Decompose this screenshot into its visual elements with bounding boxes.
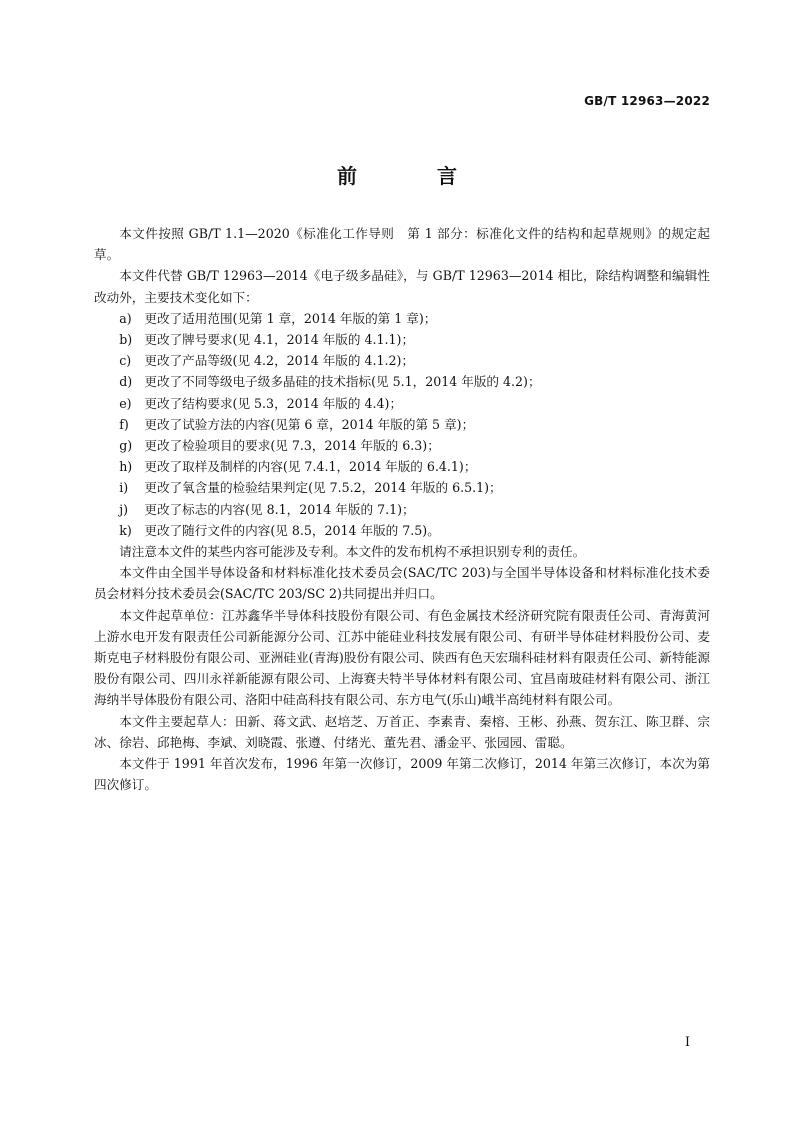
list-item-text: 更改了随行文件的内容(见 8.5，2014 年版的 7.5)。 — [144, 522, 440, 538]
paragraph-proposer: 本文件由全国半导体设备和材料标准化技术委员会(SAC/TC 203)与全国半导体设备和材料标准化技术委员会材料分技术委员会(SAC/TC 203/SC 2)共同提出并归口。 — [94, 565, 710, 602]
list-item — [94, 477, 710, 498]
list-marker: k) — [119, 522, 132, 538]
list-marker: h) — [119, 459, 133, 475]
list-marker: c) — [119, 353, 132, 369]
paragraph-drafters: 本文件主要起草人：田新、蒋文武、赵培芝、万首正、李素青、秦榕、王彬、孙燕、贺东江、陈卫群、宗冰、徐岩、邱艳梅、李斌、刘晓霞、张遵、付绪光、董先君、潘金平、张园园、雷聪。 — [94, 713, 710, 750]
page-number: I — [685, 1034, 690, 1049]
paragraph-drafting-units: 本文件起草单位：江苏鑫华半导体科技股份有限公司、有色金属技术经济研究院有限责任公司、青海黄河上游水电开发有限责任公司新能源分公司、江苏中能硅业科技发展有限公司、有研半导体硅材料股份公司、麦斯克电子材料股份有限公司、亚洲硅业(青海)股份有限公司、陕西有色天宏瑞科硅材料有限责任公司、新特能源股份有限公司、四川永祥新能源有限公司、上海赛夫特半导体材料有限公司、宜昌南玻硅材料有限公司、浙江海纳半导体股份有限公司、洛阳中硅高科技有限公司、东方电气(乐山)峨半高纯材料有限公司。 — [94, 607, 710, 708]
list-item-text: 更改了取样及制样的内容(见 7.4.1，2014 年版的 6.4.1)； — [144, 459, 477, 475]
page-title: 前 言 — [337, 164, 487, 188]
paragraph-drafting-rules: 本文件按照 GB/T 1.1—2020《标准化工作导则 第 1 部分：标准化文件的结构和起草规则》的规定起草。 — [94, 226, 710, 263]
list-item — [94, 456, 710, 477]
list-item — [94, 520, 710, 541]
list-item-text: 更改了试验方法的内容(见第 6 章，2014 年版的第 5 章)； — [144, 416, 475, 432]
list-item-text: 更改了产品等级(见 4.2，2014 年版的 4.1.2)； — [144, 353, 415, 369]
list-marker: f) — [119, 416, 129, 432]
list-marker: i) — [119, 480, 129, 496]
list-marker: b) — [119, 332, 133, 348]
paragraph-patent-notice: 请注意本文件的某些内容可能涉及专利。本文件的发布机构不承担识别专利的责任。 — [119, 544, 586, 560]
document-body — [94, 223, 710, 795]
list-item-text: 更改了不同等级电子级多晶硅的技术指标(见 5.1，2014 年版的 4.2)； — [144, 374, 541, 390]
list-item-text: 更改了牌号要求(见 4.1，2014 年版的 4.1.1)； — [144, 332, 415, 348]
list-item-text: 更改了检验项目的要求(见 7.3，2014 年版的 6.3)； — [144, 438, 440, 454]
list-item — [94, 371, 710, 392]
list-marker: e) — [119, 395, 132, 411]
list-item-text: 更改了氧含量的检验结果判定(见 7.5.2，2014 年版的 6.5.1)； — [144, 480, 502, 496]
paragraph-replacement: 本文件代替 GB/T 12963—2014《电子级多晶硅》，与 GB/T 12963—2014 相比，除结构调整和编辑性改动外，主要技术变化如下： — [94, 268, 710, 305]
list-item — [94, 329, 710, 350]
list-item — [94, 435, 710, 456]
list-item-text: 更改了结构要求(见 5.3，2014 年版的 4.4)； — [144, 395, 403, 411]
list-item — [94, 414, 710, 435]
paragraph-history: 本文件于 1991 年首次发布，1996 年第一次修订，2009 年第二次修订，2014 年第三次修订，本次为第四次修订。 — [94, 756, 710, 793]
list-item-text: 更改了适用范围(见第 1 章，2014 年版的第 1 章)； — [144, 310, 437, 326]
list-item — [94, 499, 710, 520]
list-marker: d) — [119, 374, 133, 390]
list-marker: g) — [119, 438, 133, 454]
list-item — [94, 393, 710, 414]
standard-number: GB/T 12963—2022 — [584, 94, 710, 108]
list-item-text: 更改了标志的内容(见 8.1，2014 年版的 7.1)； — [144, 501, 415, 517]
list-item — [94, 308, 710, 329]
list-marker: j) — [119, 501, 129, 517]
list-marker: a) — [119, 310, 132, 326]
list-item — [94, 350, 710, 371]
changes-list — [94, 308, 710, 541]
